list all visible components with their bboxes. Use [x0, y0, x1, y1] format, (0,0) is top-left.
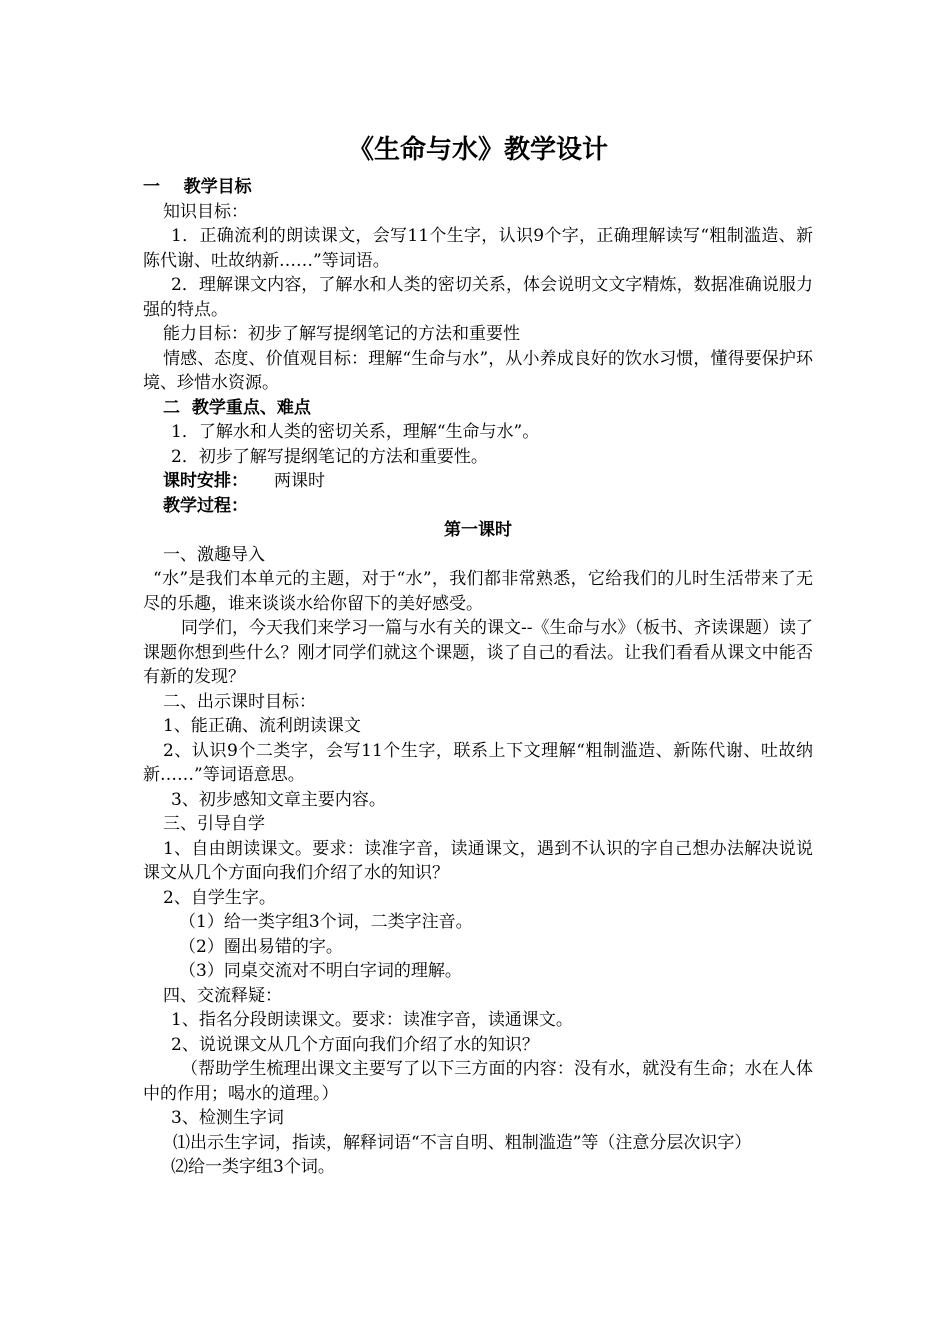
step-1-paragraph-1 [143, 567, 813, 616]
step-1-paragraph-1-text: “水”是我们本单元的主题，对于“水”，我们都非常熟悉，它给我们的儿时生活带来了无尽的乐趣，谁来谈谈水给你留下的美好感受。 [143, 569, 813, 614]
knowledge-goal-1-text: 1．正确流利的朗读课文，会写11个生字，认识9个字，正确理解读写“粗制滥造、新陈代谢、吐故纳新……”等词语。 [143, 226, 813, 271]
section-heading-objectives: 一 教学目标 [143, 177, 252, 197]
exchange-3b: ⑵给一类字组3个词。 [171, 1157, 335, 1177]
schedule-label: 课时安排： [163, 471, 248, 491]
knowledge-goal-2-text: 2．理解课文内容，了解水和人类的密切关系，体会说明文文字精炼，数据准确说服力强的特点。 [143, 275, 813, 320]
step-3-heading: 三、引导自学 [163, 814, 265, 834]
self-study-2: 2、自学生字。 [163, 887, 276, 908]
document-body [143, 133, 813, 1180]
self-study-1 [143, 837, 813, 886]
exchange-2-note-text: （帮助学生梳理出课文主要写了以下三方面的内容：没有水，就没有生命；水在人体中的作用；喝水的道理。） [143, 1059, 813, 1104]
schedule-value: 两课时 [274, 471, 325, 491]
exchange-2: 2、说说课文从几个方面向我们介绍了水的知识？ [171, 1034, 539, 1055]
step-1-paragraph-2 [143, 616, 813, 690]
step-1-heading: 一、激趣导入 [163, 544, 265, 565]
ability-goal: 能力目标：初步了解写提纲笔记的方法和重要性 [163, 324, 520, 344]
exchange-1: 1、指名分段朗读课文。要求：读准字音，读通课文。 [171, 1010, 573, 1030]
knowledge-goal-2 [143, 273, 813, 322]
step-2-heading: 二、出示课时目标： [163, 691, 316, 712]
document-title: 《生命与水》教学设计 [347, 135, 608, 165]
process-label: 教学过程： [163, 495, 248, 516]
self-study-2c: （3）同桌交流对不明白字词的理解。 [179, 961, 462, 981]
self-study-2a: （1）给一类字组3个词，二类字注音。 [179, 912, 473, 932]
key-point-2: 2．初步了解写提纲笔记的方法和重要性。 [171, 446, 488, 467]
lesson-goal-1: 1、能正确、流利朗读课文 [163, 716, 361, 736]
step-1-paragraph-2-text: 同学们，今天我们来学习一篇与水有关的课文--《生命与水》（板书、齐读课题）读了课题你想到些什么？刚才同学们就这个课题，谈了自己的看法。让我们看看从课文中能否有新的发现？ [143, 618, 813, 687]
self-study-2b: （2）圈出易错的字。 [179, 936, 343, 957]
self-study-1-text: 1、自由朗读课文。要求：读准字音，读通课文，遇到不认识的字自己想办法解决说说课文从几个方面向我们介绍了水的知识？ [143, 838, 813, 883]
knowledge-goal-1 [143, 224, 813, 273]
exchange-3: 3、检测生字词 [171, 1108, 284, 1128]
lesson-goal-2-text: 2、认识9个二类字，会写11个生字，联系上下文理解“粗制滥造、新陈代谢、吐故纳新……”等词语意思。 [143, 740, 813, 785]
exchange-2-note [143, 1057, 813, 1106]
emotion-goal [143, 347, 813, 396]
exchange-3a-text: ⑴出示生字词，指读，解释词语“不言自明、粗制滥造”等（注意分层次识字） [173, 1132, 752, 1153]
lesson-goal-2 [143, 739, 813, 788]
knowledge-goals-label: 知识目标： [163, 201, 248, 222]
emotion-goal-text: 情感、态度、价值观目标：理解“生命与水”，从小养成良好的饮水习惯，懂得要保护环境、珍惜水资源。 [143, 348, 813, 393]
lesson-goal-3: 3、初步感知文章主要内容。 [171, 789, 386, 810]
lesson-heading: 第一课时 [444, 520, 512, 540]
step-4-heading: 四、交流释疑： [163, 985, 282, 1006]
schedule-line [143, 469, 813, 494]
exchange-3a [143, 1131, 813, 1156]
section-heading-keypoints: 二 教学重点、难点 [163, 397, 311, 418]
key-point-1: 1．了解水和人类的密切关系，理解“生命与水”。 [171, 422, 540, 442]
